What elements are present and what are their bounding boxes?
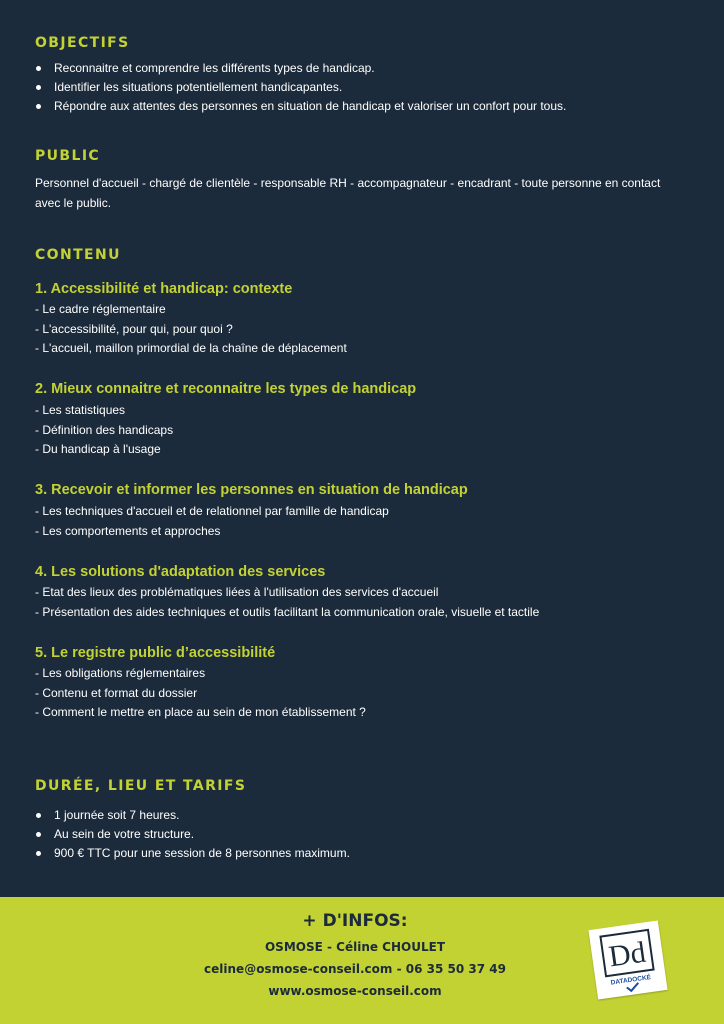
list-item: - Présentation des aides techniques et outils facilitant la communication orale, visuelle et tactile [35, 604, 540, 619]
list-item: 1 journée soit 7 heures. [35, 806, 350, 825]
module-title-4: 4. Les solutions d'adaptation des services [35, 564, 326, 580]
list-item: Identifier les situations potentiellement handicapantes. [35, 78, 566, 97]
list-item: - L'accessibilité, pour qui, pour quoi ? [35, 321, 233, 336]
module-list-3 [35, 502, 389, 541]
list-item: - Comment le mettre en place au sein de mon établissement ? [35, 705, 366, 719]
list-item: - Les obligations réglementaires [35, 666, 206, 680]
footer-org: OSMOSE - Céline CHOULET [264, 940, 446, 954]
module-list-2 [35, 401, 173, 460]
list-item: - Définition des handicaps [35, 422, 174, 437]
list-item: - Les statistiques [35, 403, 126, 417]
list-item: - Du handicap à l'usage [35, 442, 161, 456]
list-item: - Contenu et format du dossier [35, 685, 198, 700]
list-item: Au sein de votre structure. [35, 825, 350, 844]
module-title-3: 3. Recevoir et informer les personnes en situation de handicap [35, 482, 468, 498]
module-list-4 [35, 583, 539, 622]
list-item: Répondre aux attentes des personnes en situation de handicap et valoriser un confort pour tous. [35, 97, 566, 116]
contenu-title: CONTENU [35, 247, 121, 263]
list-item: Reconnaitre et comprendre les différents types de handicap. [35, 59, 566, 78]
footer-website[interactable]: www.osmose-conseil.com [268, 984, 442, 998]
list-item: - Les comportements et approches [35, 523, 221, 538]
duree-list [35, 806, 350, 863]
list-item: 900 € TTC pour une session de 8 personnes maximum. [35, 844, 350, 863]
footer-contact[interactable]: celine@osmose-conseil.com - 06 35 50 37 49 [204, 962, 506, 976]
list-item: - Etat des lieux des problématiques liées à l'utilisation des services d'accueil [35, 585, 439, 599]
module-title-2: 2. Mieux connaitre et reconnaitre les types de handicap [35, 381, 417, 397]
public-title: PUBLIC [35, 148, 101, 164]
module-list-5 [35, 664, 366, 723]
footer-title: + D'INFOS: [302, 911, 408, 931]
public-text: Personnel d'accueil - chargé de clientèle - responsable RH - accompagnateur - encadrant - toute personne en contact avec le public. [35, 176, 661, 210]
list-item: - L'accueil, maillon primordial de la chaîne de déplacement [35, 341, 347, 355]
module-title-1: 1. Accessibilité et handicap: contexte [35, 281, 293, 297]
datadock-badge [588, 920, 667, 999]
objectifs-list [35, 59, 566, 116]
duree-title: DURÉE, LIEU ET TARIFS [35, 778, 247, 794]
list-item: - Le cadre réglementaire [35, 302, 166, 316]
module-list-1 [35, 300, 347, 359]
badge-text: DATADOCKÉ [610, 974, 652, 987]
objectifs-title: OBJECTIFS [35, 35, 130, 51]
badge-letters: Dd [606, 935, 648, 974]
list-item: - Les techniques d'accueil et de relationnel par famille de handicap [35, 504, 389, 518]
module-title-5: 5. Le registre public d’accessibilité [35, 645, 276, 661]
datadock-logo-icon [588, 920, 667, 999]
